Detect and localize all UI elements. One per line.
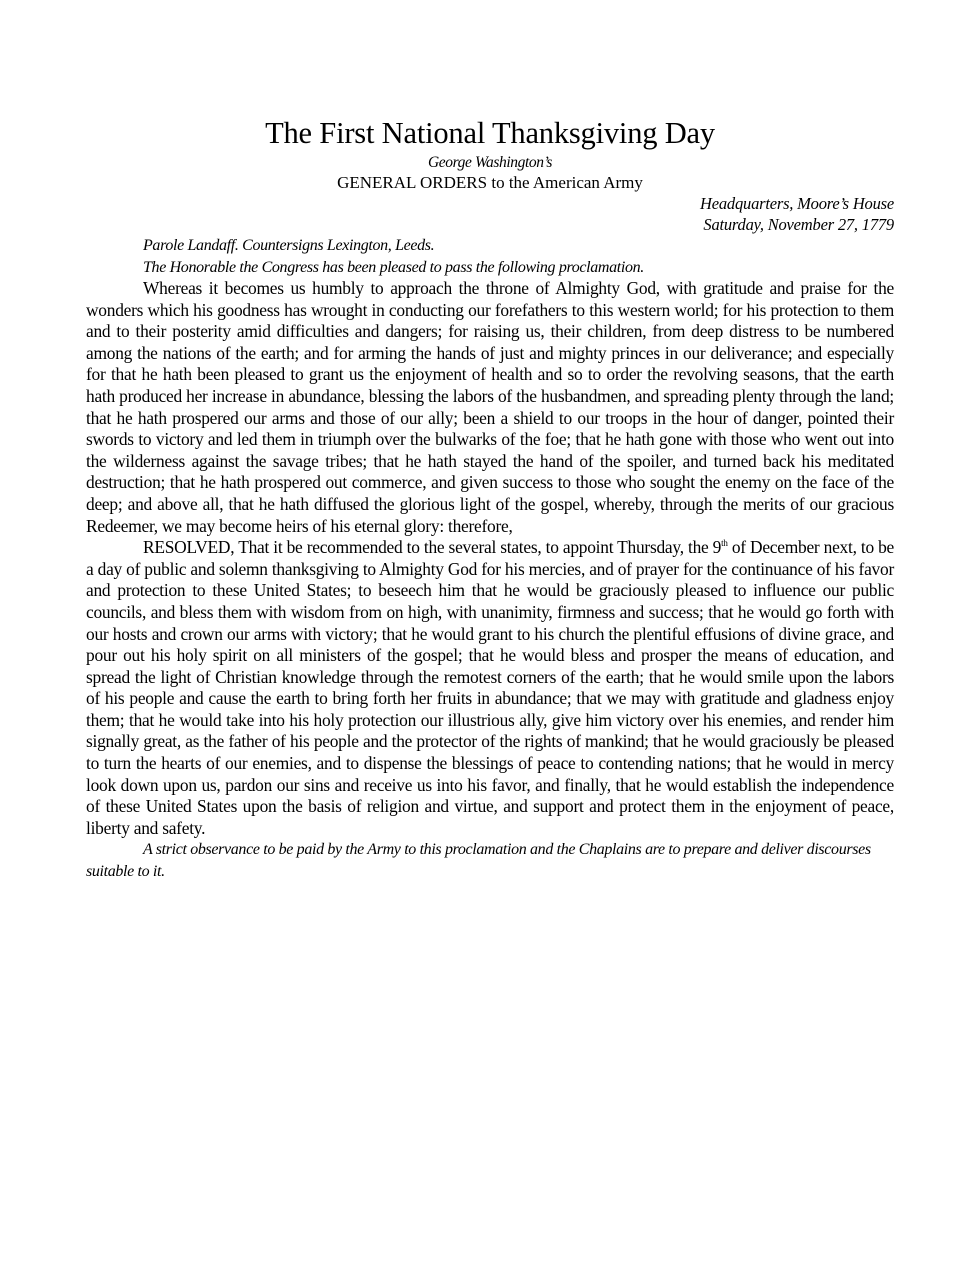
ordinal-superscript: th bbox=[721, 538, 728, 549]
date-line: Saturday, November 27, 1779 bbox=[703, 215, 894, 234]
whereas-paragraph: Whereas it becomes us humbly to approach the throne of Almighty God, with gratitude and praise for the wonders which his goodness has wrought in conducting our forefathers to this western world; for his protection to them and to their posterity amid difficulties and dangers; for raising us, their children, from deep distress to be numbered among the nations of the earth; and for arming the hands of just and mighty princes in our deliverance; and especially for that he hath been pleased to grant us the enjoyment of health and so to order the revolving seasons, that the earth hath produced her increase in abundance, blessing the labors of the husbandmen, and spreading plenty through the land; that he hath prospered our arms and those of our ally; been a shield to our troops in the hour of danger, pointed their swords to victory and led them in triumph over the bulwarks of the foe; that he hath gone with those who went out into the wilderness against the savage tribes; that he hath stayed the hand of the spoiler, and turned back his meditated destruction; that he hath prospered out commerce, and given success to those who sought the enemy on the face of the deep; and above all, that he hath diffused the glorious light of the gospel, whereby, through the merits of our gracious Redeemer, we may become heirs of his eternal glory: therefore, bbox=[86, 278, 894, 536]
resolved-text-end: of December next, to be a day of public and solemn thanksgiving to Almighty God for his mercies, and of prayer for the continuance of his favor and protection to these United States; to beseech him that he would be graciously pleased to influence our public councils, and bless them with wisdom from on high, with unanimity, firmness and success; that he would go forth with our hosts and crown our arms with victory; that he would grant to his church the plentiful effusions of divine grace, and pour out his holy spirit on all ministers of the gospel; that he would bless and prosper the means of education, and spread the light of Christian knowledge through the remotest corners of the earth; that he would smile upon the labors of his people and cause the earth to bring forth her fruits in abundance; that we may with gratitude and gladness enjoy them; that he would take into his holy protection our illustrious ally, give him victory over his enemies, and render him signally great, as the father of his people and the protector of the rights of mankind; that he would graciously be pleased to turn the hearts of our enemies, and to dispense the blessings of peace to contending nations; that he would in mercy look down upon us, pardon our sins and receive us into his favor, and finally, that he would establish the independence of these United States upon the basis of religion and virtue, and support and protect them in the enjoyment of peace, liberty and safety. bbox=[86, 537, 894, 838]
congress-note: The Honorable the Congress has been pleased to pass the following proclamation. bbox=[143, 258, 644, 276]
orders-line: GENERAL ORDERS to the American Army bbox=[337, 173, 643, 192]
author-line: George Washington’s bbox=[427, 154, 552, 171]
document-title: The First National Thanksgiving Day bbox=[265, 116, 715, 150]
resolved-paragraph bbox=[86, 537, 894, 839]
resolved-text-start: RESOLVED, That it be recommended to the several states, to appoint Thursday, the 9 bbox=[143, 537, 722, 558]
closing-note: A strict observance to be paid by the Army to this proclamation and the Chaplains are to prepare and deliver discourses suitable to it. bbox=[86, 841, 871, 880]
document-page bbox=[86, 112, 894, 882]
location-line: Headquarters, Moore’s House bbox=[700, 194, 894, 213]
parole-line: Parole Landaff. Countersigns Lexington, Leeds. bbox=[143, 237, 435, 254]
